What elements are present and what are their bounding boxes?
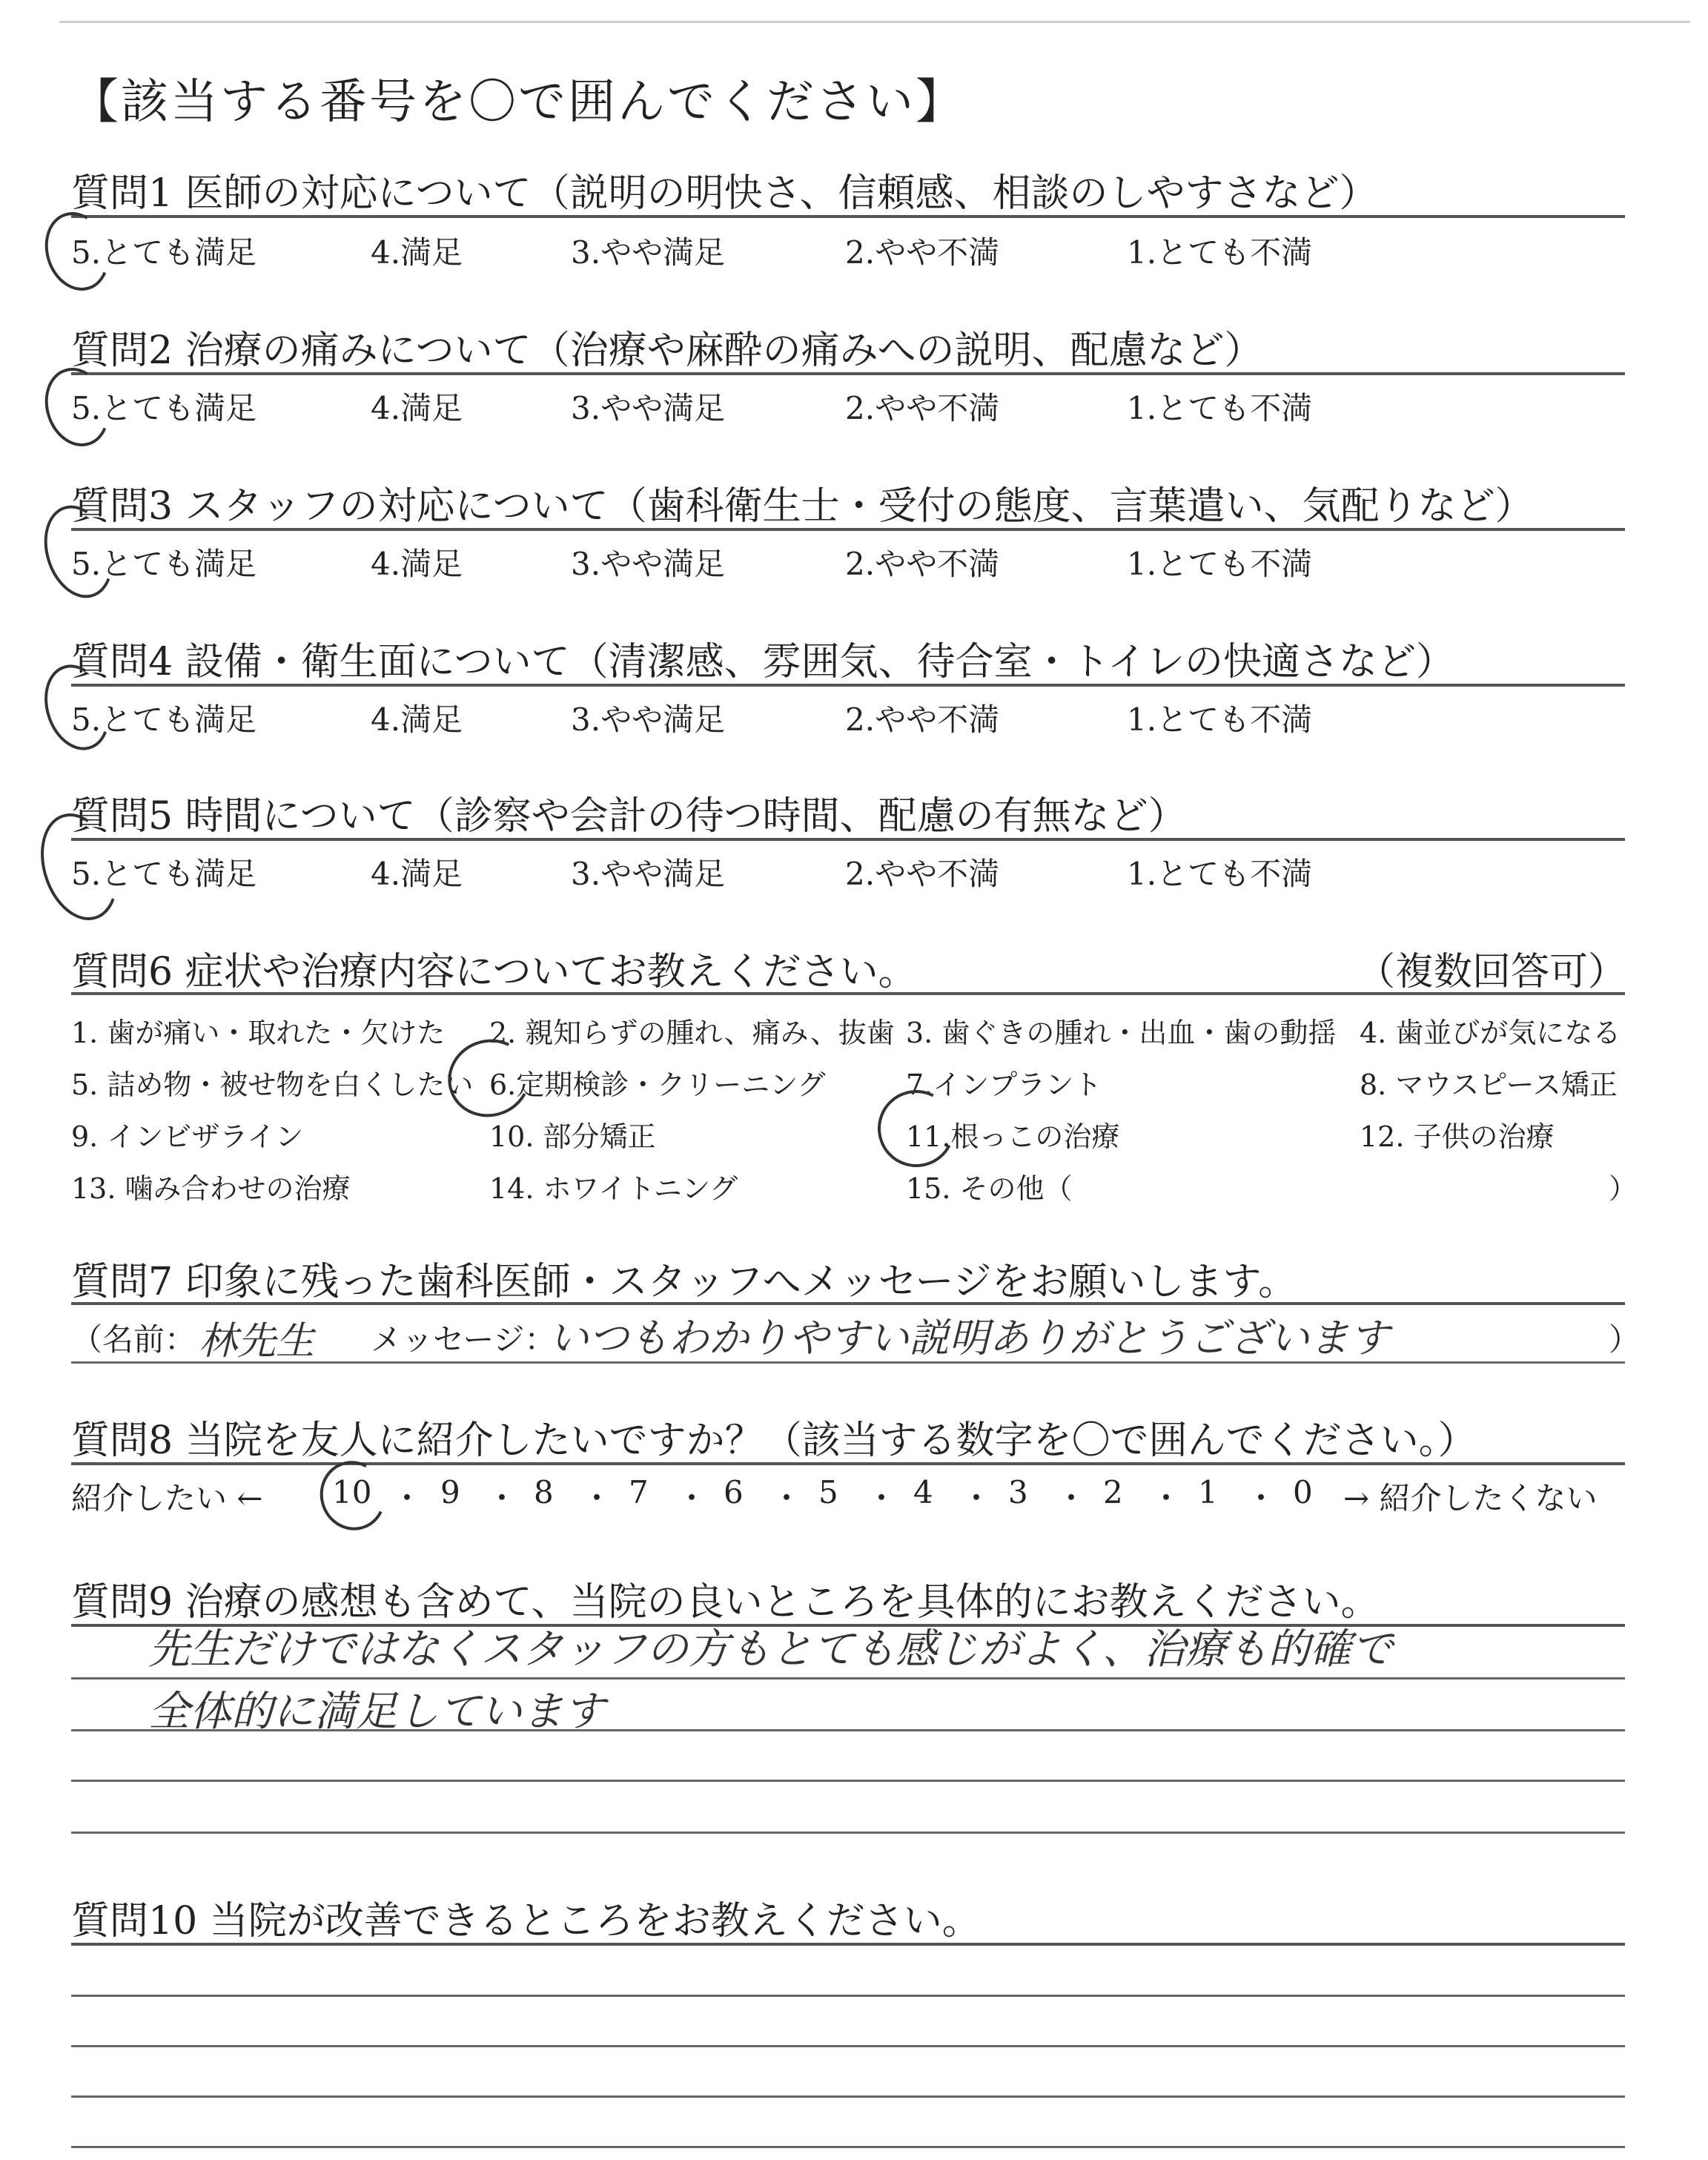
q8-separator: ・ (486, 1480, 518, 1516)
question-2-title: 質問2 治療の痛みについて（治療や麻酔の痛みへの説明、配慮など） (71, 328, 1263, 373)
q4-option-3[interactable]: 3.やや満足 (571, 701, 726, 738)
q8-separator: ・ (581, 1480, 613, 1516)
question-7-rule (71, 1302, 1625, 1305)
question-1-title: 質問1 医師の対応について（説明の明快さ、信頼感、相談のしやすさなど） (71, 171, 1378, 216)
q3-option-4[interactable]: 4.満足 (371, 546, 463, 582)
q8-right-label: → 紹介したくない (1343, 1480, 1598, 1516)
question-2-rule (71, 372, 1625, 375)
q5-option-2[interactable]: 2.やや不満 (845, 856, 1000, 892)
q9-answer-rule (71, 1780, 1625, 1782)
q3-option-5[interactable]: 5.とても満足 (71, 546, 257, 582)
q8-scale-5[interactable]: 5 (818, 1474, 838, 1510)
question-7-title: 質問7 印象に残った歯科医師・スタッフへメッセージをお願いします。 (71, 1260, 1297, 1304)
question-9-title: 質問9 治療の感想も含めて、当院の良いところを具体的にお教えください。 (71, 1580, 1380, 1625)
q8-scale-2[interactable]: 2 (1103, 1474, 1123, 1510)
q6-item-14[interactable]: 14. ホワイトニング (489, 1172, 738, 1205)
q6-item-9[interactable]: 9. インビザライン (71, 1120, 304, 1153)
q1-option-1[interactable]: 1.とても不満 (1127, 234, 1313, 271)
q2-option-1[interactable]: 1.とても不満 (1127, 390, 1313, 426)
q7-name-label: （名前： (71, 1321, 196, 1358)
q8-scale-1[interactable]: 1 (1198, 1474, 1218, 1510)
question-5-rule (71, 838, 1625, 841)
question-10-rule (71, 1943, 1625, 1946)
q8-separator: ・ (1245, 1480, 1277, 1516)
q8-separator: ・ (1056, 1480, 1088, 1516)
q7-message-label: メッセージ： (371, 1321, 556, 1358)
q9-answer-line-1[interactable]: 先生だけではなくスタッフの方もとても感じがよく、治療も的確で (148, 1625, 1393, 1674)
q9-answer-line-2[interactable]: 全体的に満足しています (148, 1688, 605, 1736)
question-6-title: 質問6 症状や治療内容についてお教えください。 (71, 950, 917, 994)
q9-answer-rule (71, 1832, 1625, 1834)
question-8-title: 質問8 当院を友人に紹介したいですか？（該当する数字を〇で囲んでください。） (71, 1418, 1477, 1463)
question-6-note: （複数回答可） (1357, 950, 1627, 994)
q8-scale-4[interactable]: 4 (913, 1474, 933, 1510)
question-4-title: 質問4 設備・衛生面について（清潔感、雰囲気、待合室・トイレの快適さなど） (71, 640, 1454, 684)
question-3-title: 質問3 スタッフの対応について（歯科衛生士・受付の態度、言葉遣い、気配りなど） (71, 484, 1534, 529)
question-1-rule (71, 215, 1625, 218)
q8-separator: ・ (961, 1480, 993, 1516)
q2-option-2[interactable]: 2.やや不満 (845, 390, 1000, 426)
q4-option-5[interactable]: 5.とても満足 (71, 701, 257, 738)
q8-scale-7[interactable]: 7 (629, 1474, 649, 1510)
q2-option-5[interactable]: 5.とても満足 (71, 390, 257, 426)
q8-scale-8[interactable]: 8 (534, 1474, 554, 1510)
q10-answer-rule[interactable] (71, 1995, 1625, 1997)
q8-selection-circle (311, 1453, 395, 1539)
q6-item-15[interactable]: 15. その他（ (906, 1172, 1073, 1205)
q8-separator: ・ (1151, 1480, 1182, 1516)
q5-option-5[interactable]: 5.とても満足 (71, 856, 257, 892)
q6-item-3[interactable]: 3. 歯ぐきの腫れ・出血・歯の動揺 (906, 1017, 1337, 1049)
question-3-rule (71, 528, 1625, 531)
q5-option-3[interactable]: 3.やや満足 (571, 856, 726, 892)
q6-item-8[interactable]: 8. マウスピース矯正 (1360, 1069, 1618, 1101)
q1-option-3[interactable]: 3.やや満足 (571, 234, 726, 271)
q7-answer-rule (71, 1361, 1625, 1364)
q8-separator: ・ (676, 1480, 708, 1516)
q4-option-2[interactable]: 2.やや不満 (845, 701, 1000, 738)
q6-item-13[interactable]: 13. 噛み合わせの治療 (71, 1172, 351, 1205)
q2-option-4[interactable]: 4.満足 (371, 390, 463, 426)
q4-option-1[interactable]: 1.とても不満 (1127, 701, 1313, 738)
q6-item-2[interactable]: 2. 親知らずの腫れ、痛み、抜歯 (489, 1017, 895, 1049)
page-heading: 【該当する番号を〇で囲んでください】 (71, 75, 965, 130)
q8-scale-9[interactable]: 9 (440, 1474, 460, 1510)
question-10-title: 質問10 当院が改善できるところをお教えください。 (71, 1899, 981, 1943)
q4-option-4[interactable]: 4.満足 (371, 701, 463, 738)
question-4-rule (71, 684, 1625, 687)
q8-scale-10[interactable]: 10 (332, 1474, 372, 1510)
q6-item-5[interactable]: 5. 詰め物・被せ物を白くしたい (71, 1069, 474, 1101)
q8-left-label: 紹介したい ← (71, 1480, 263, 1516)
q5-option-1[interactable]: 1.とても不満 (1127, 856, 1313, 892)
q6-item-15-close: ） (1609, 1172, 1638, 1205)
q3-option-1[interactable]: 1.とても不満 (1127, 546, 1313, 582)
q7-close-paren: ） (1609, 1321, 1641, 1358)
q5-option-4[interactable]: 4.満足 (371, 856, 463, 892)
q6-item-10[interactable]: 10. 部分矯正 (489, 1120, 656, 1153)
q6-item-12[interactable]: 12. 子供の治療 (1360, 1120, 1555, 1153)
top-border (59, 21, 1690, 23)
question-6-rule (71, 992, 1625, 995)
q8-separator: ・ (391, 1480, 423, 1516)
q3-option-2[interactable]: 2.やや不満 (845, 546, 1000, 582)
q1-option-2[interactable]: 2.やや不満 (845, 234, 1000, 271)
q6-item-1[interactable]: 1. 歯が痛い・取れた・欠けた (71, 1017, 446, 1049)
q10-answer-rule[interactable] (71, 2045, 1625, 2047)
q8-scale-3[interactable]: 3 (1008, 1474, 1028, 1510)
q8-separator: ・ (866, 1480, 898, 1516)
q7-message-value[interactable]: いつもわかりやすい説明ありがとうございます (549, 1315, 1389, 1361)
q8-scale-6[interactable]: 6 (724, 1474, 744, 1510)
q8-separator: ・ (771, 1480, 803, 1516)
q6-item-11[interactable]: 11.根っこの治療 (906, 1120, 1120, 1153)
q10-answer-rule[interactable] (71, 2146, 1625, 2148)
question-8-rule (71, 1462, 1625, 1465)
q10-answer-rule[interactable] (71, 2095, 1625, 2098)
q9-answer-rule (71, 1729, 1625, 1731)
question-5-title: 質問5 時間について（診察や会計の待つ時間、配慮の有無など） (71, 794, 1187, 839)
q6-item-7[interactable]: 7.インプラント (906, 1069, 1102, 1101)
q2-option-3[interactable]: 3.やや満足 (571, 390, 726, 426)
q6-item-4[interactable]: 4. 歯並びが気になる (1360, 1017, 1621, 1049)
q8-scale-0[interactable]: 0 (1293, 1474, 1313, 1510)
q6-item-6[interactable]: 6.定期検診・クリーニング (489, 1069, 826, 1101)
q1-option-5[interactable]: 5.とても満足 (71, 234, 257, 271)
q1-option-4[interactable]: 4.満足 (371, 234, 463, 271)
q3-option-3[interactable]: 3.やや満足 (571, 546, 726, 582)
q7-name-value[interactable]: 林先生 (199, 1319, 315, 1364)
